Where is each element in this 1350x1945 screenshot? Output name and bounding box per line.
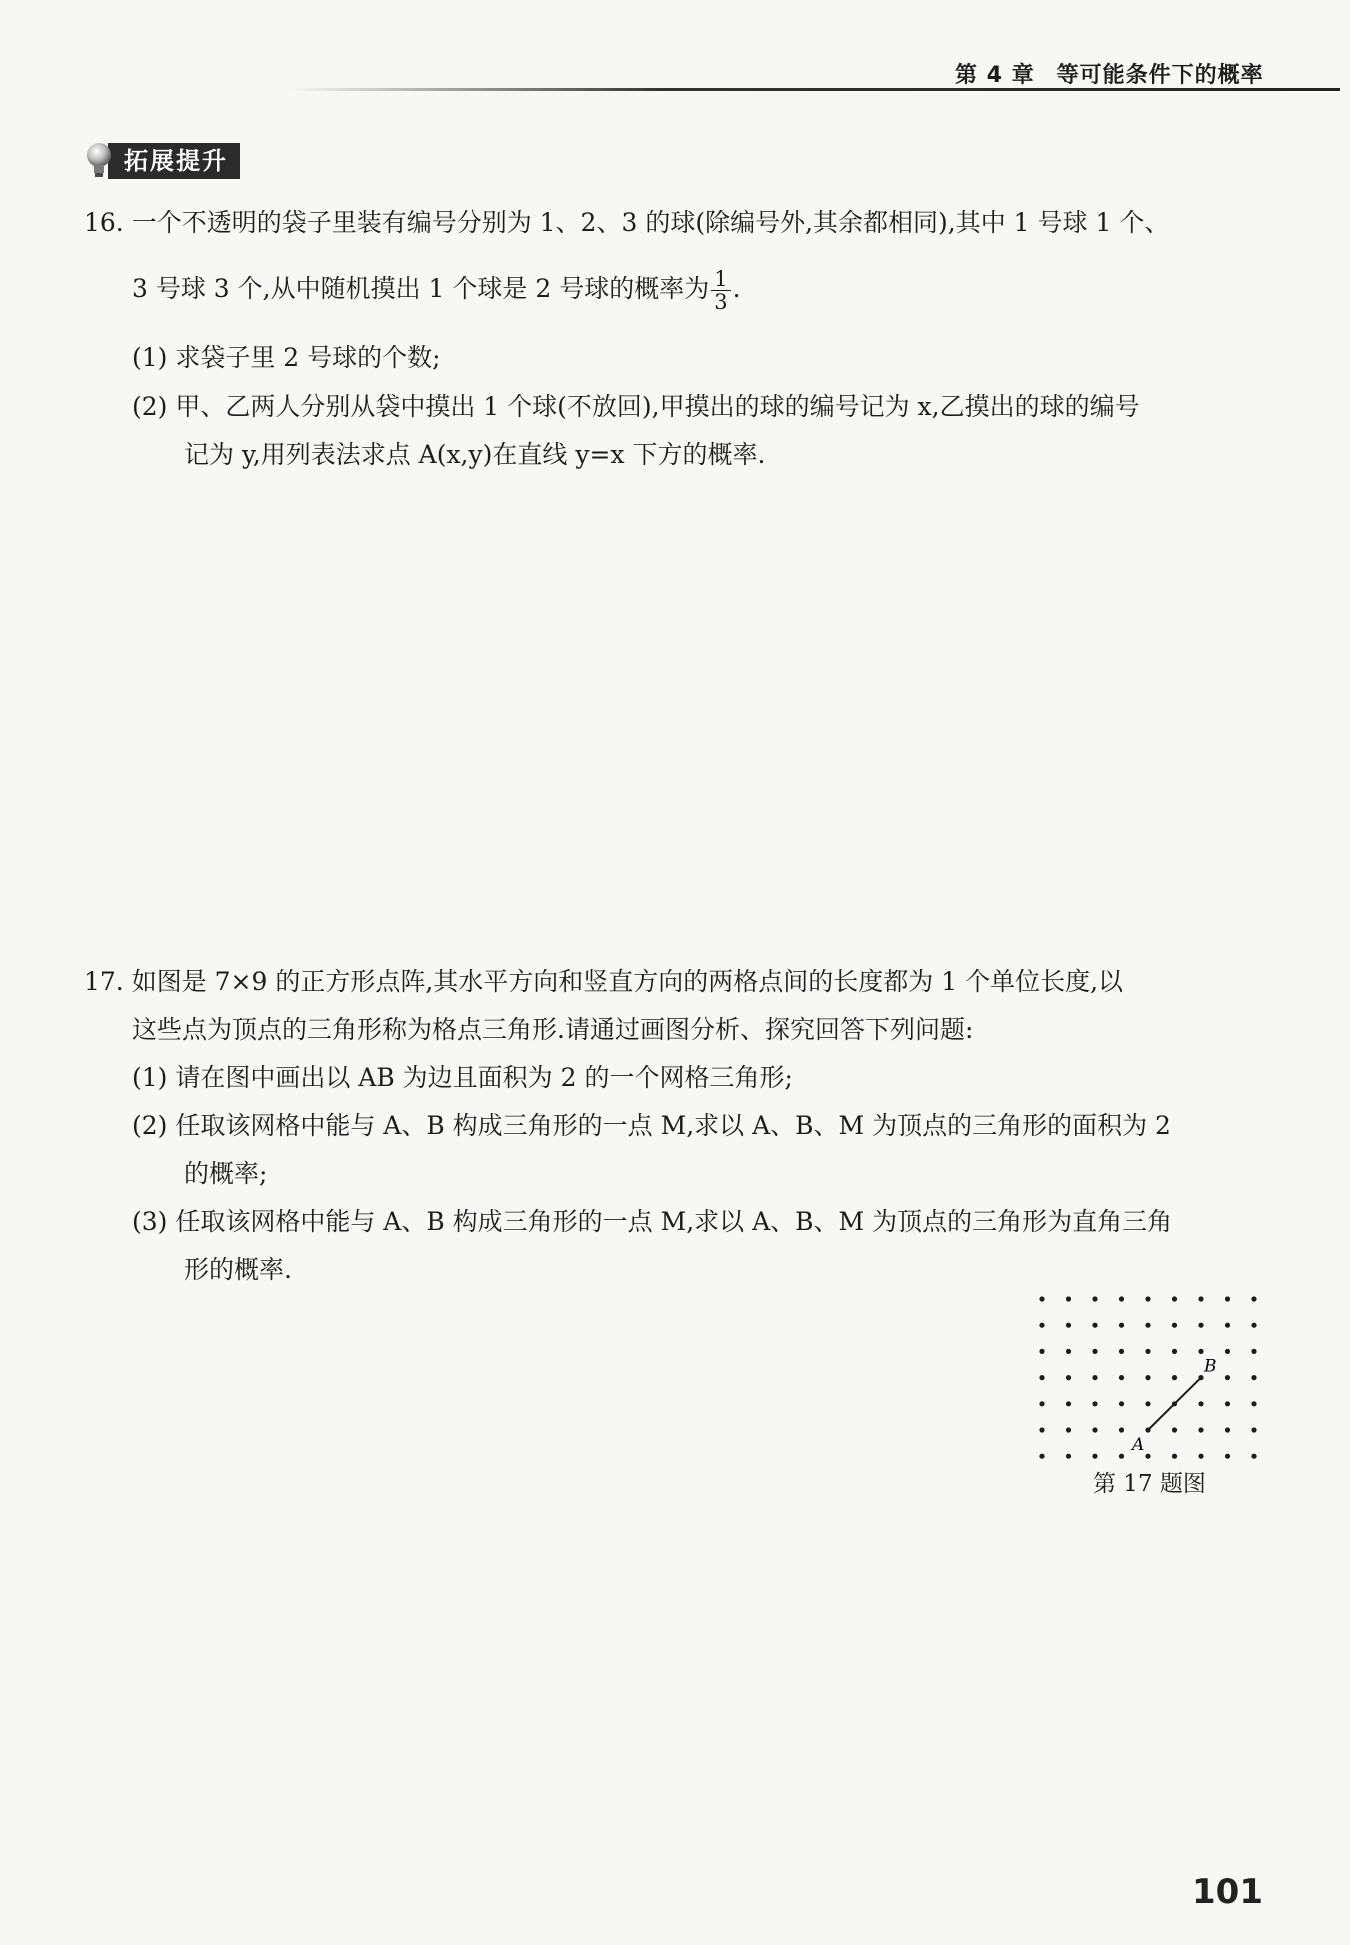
q17-line2: 这些点为顶点的三角形称为格点三角形.请通过画图分析、探究回答下列问题: bbox=[132, 1015, 974, 1044]
q16-line2-text: 3 号球 3 个,从中随机摸出 1 个球是 2 号球的概率为 bbox=[132, 274, 710, 303]
grid-dot bbox=[1092, 1349, 1097, 1354]
lightbulb-icon bbox=[84, 141, 114, 181]
q16-line2 bbox=[132, 268, 741, 313]
grid-dot bbox=[1172, 1454, 1177, 1459]
grid-dot bbox=[1066, 1401, 1071, 1406]
q17-sub3-line2: 形的概率. bbox=[184, 1255, 292, 1284]
grid-dot bbox=[1092, 1323, 1097, 1328]
q17-line1: 17. 如图是 7×9 的正方形点阵,其水平方向和竖直方向的两格点间的长度都为 1 个单位长度,以 bbox=[84, 967, 1124, 996]
grid-dot bbox=[1092, 1401, 1097, 1406]
q16-fraction-denominator: 3 bbox=[714, 290, 728, 314]
grid-dot bbox=[1225, 1454, 1230, 1459]
grid-dot bbox=[1119, 1427, 1124, 1432]
segment-ab bbox=[1148, 1378, 1201, 1430]
grid-dot bbox=[1145, 1375, 1150, 1380]
grid-dot bbox=[1039, 1323, 1044, 1328]
grid-dot bbox=[1039, 1296, 1044, 1301]
chapter-title bbox=[955, 58, 1264, 89]
q17-sub2-line2: 的概率; bbox=[184, 1159, 268, 1188]
section-tag bbox=[84, 143, 240, 179]
q16-fraction bbox=[711, 268, 730, 313]
grid-dot bbox=[1251, 1375, 1256, 1380]
grid-dot bbox=[1039, 1454, 1044, 1459]
q16-fraction-numerator: 1 bbox=[711, 268, 730, 291]
point-a-label: A bbox=[1132, 1435, 1145, 1455]
grid-dot bbox=[1251, 1296, 1256, 1301]
grid-dot bbox=[1251, 1349, 1256, 1354]
grid-dot bbox=[1225, 1375, 1230, 1380]
grid-dot bbox=[1119, 1349, 1124, 1354]
grid-dot bbox=[1251, 1401, 1256, 1406]
grid-dot bbox=[1039, 1349, 1044, 1354]
grid-dot bbox=[1251, 1427, 1256, 1432]
grid-dot bbox=[1225, 1427, 1230, 1432]
chapter-number: 第 4 章 bbox=[955, 63, 1035, 88]
q16-sub2-line2: 记为 y,用列表法求点 A(x,y)在直线 y=x 下方的概率. bbox=[184, 440, 766, 469]
grid-dot bbox=[1066, 1323, 1071, 1328]
q16-sub2-line1: (2) 甲、乙两人分别从袋中摸出 1 个球(不放回),甲摸出的球的编号记为 x,乙摸出的球的编号 bbox=[132, 392, 1140, 421]
grid-dot bbox=[1225, 1296, 1230, 1301]
grid-dot bbox=[1066, 1454, 1071, 1459]
grid-dot bbox=[1172, 1296, 1177, 1301]
q16-line1: 16. 一个不透明的袋子里装有编号分别为 1、2、3 的球(除编号外,其余都相同),其中 1 号球 1 个、 bbox=[84, 208, 1170, 237]
grid-dot bbox=[1092, 1454, 1097, 1459]
point-b-label: B bbox=[1204, 1356, 1217, 1377]
grid-dot bbox=[1039, 1427, 1044, 1432]
grid-dot bbox=[1119, 1323, 1124, 1328]
grid-dot bbox=[1145, 1349, 1150, 1354]
page-number: 101 bbox=[1192, 1872, 1263, 1912]
grid-dot bbox=[1092, 1296, 1097, 1301]
grid-dot bbox=[1066, 1427, 1071, 1432]
grid-dot bbox=[1172, 1427, 1177, 1432]
grid-dot bbox=[1225, 1401, 1230, 1406]
grid-dot bbox=[1145, 1401, 1150, 1406]
grid-dot bbox=[1066, 1375, 1071, 1380]
grid-dot bbox=[1225, 1349, 1230, 1354]
grid-dot bbox=[1251, 1454, 1256, 1459]
grid-dot bbox=[1092, 1427, 1097, 1432]
grid-dot bbox=[1039, 1401, 1044, 1406]
q16-sub1: (1) 求袋子里 2 号球的个数; bbox=[132, 343, 441, 372]
q17-dot-grid-figure bbox=[1030, 1285, 1270, 1465]
q17-sub2-line1: (2) 任取该网格中能与 A、B 构成三角形的一点 M,求以 A、B、M 为顶点的三角形的面积为 2 bbox=[132, 1111, 1171, 1140]
grid-dot bbox=[1172, 1349, 1177, 1354]
grid-dot bbox=[1198, 1401, 1203, 1406]
grid-dot bbox=[1172, 1375, 1177, 1380]
q17-sub1: (1) 请在图中画出以 AB 为边且面积为 2 的一个网格三角形; bbox=[132, 1063, 793, 1092]
grid-dot bbox=[1119, 1375, 1124, 1380]
grid-dot bbox=[1092, 1375, 1097, 1380]
grid-dot bbox=[1198, 1323, 1203, 1328]
grid-dot bbox=[1198, 1349, 1203, 1354]
grid-dot bbox=[1066, 1349, 1071, 1354]
grid-dot bbox=[1145, 1454, 1150, 1459]
chapter-name: 等可能条件下的概率 bbox=[1056, 63, 1264, 88]
grid-dot bbox=[1119, 1401, 1124, 1406]
q17-sub3-line1: (3) 任取该网格中能与 A、B 构成三角形的一点 M,求以 A、B、M 为顶点的三角形为直角三角 bbox=[132, 1207, 1173, 1236]
grid-dot bbox=[1198, 1296, 1203, 1301]
grid-dot bbox=[1066, 1296, 1071, 1301]
grid-dot bbox=[1145, 1323, 1150, 1328]
dot-grid bbox=[1030, 1285, 1270, 1465]
grid-dot bbox=[1251, 1323, 1256, 1328]
grid-dot bbox=[1119, 1296, 1124, 1301]
section-tag-label: 拓展提升 bbox=[108, 143, 240, 179]
grid-dot bbox=[1172, 1323, 1177, 1328]
grid-dot bbox=[1039, 1375, 1044, 1380]
grid-dot bbox=[1145, 1296, 1150, 1301]
header-rule bbox=[290, 88, 1340, 91]
q16-line2-end: . bbox=[732, 274, 741, 303]
grid-dot bbox=[1119, 1454, 1124, 1459]
grid-dot bbox=[1198, 1427, 1203, 1432]
grid-dot bbox=[1198, 1454, 1203, 1459]
q17-figure-caption: 第 17 题图 bbox=[1093, 1471, 1206, 1497]
grid-dot bbox=[1225, 1323, 1230, 1328]
